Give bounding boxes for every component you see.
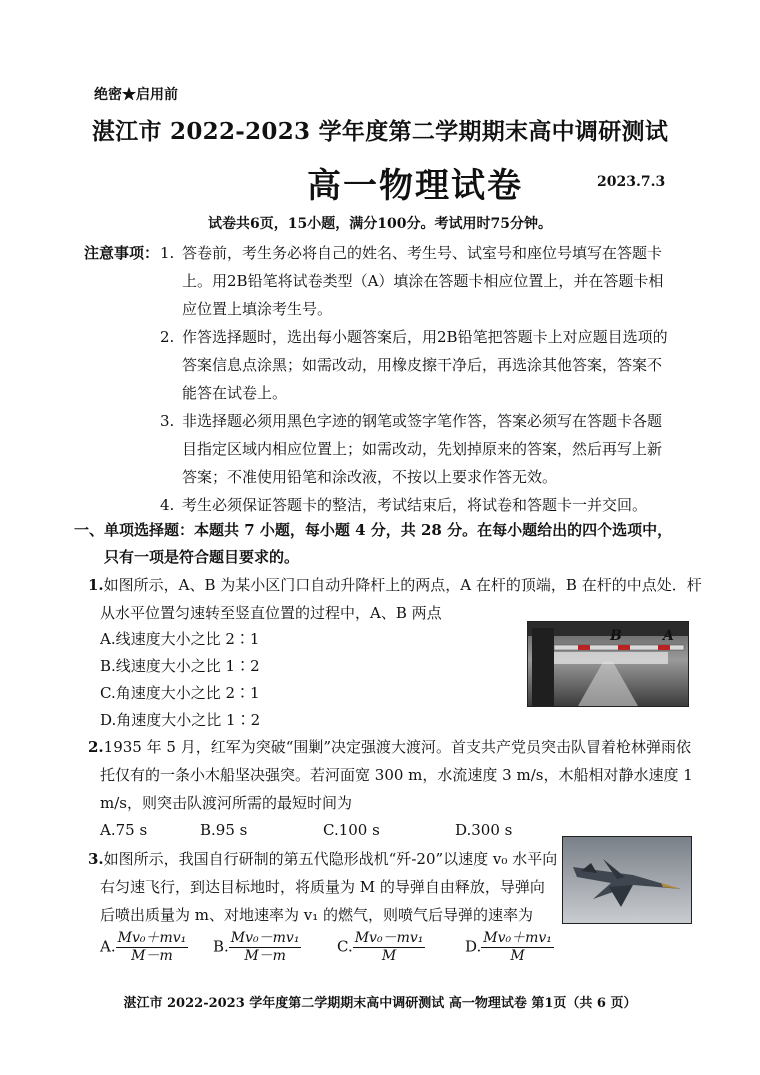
question-text: 托仅有的一条小木船坚决强突。若河面宽 300 m，水流速度 3 m/s，木船相对静水速度 1 <box>100 766 693 784</box>
q3-option-a <box>100 930 188 965</box>
question-number: 3. <box>88 850 104 868</box>
notice-item-3 <box>160 407 680 491</box>
q3-option-b <box>213 930 301 965</box>
notice-item-1 <box>160 239 680 323</box>
fraction <box>116 930 189 965</box>
confidential-mark: 绝密★启用前 <box>94 87 178 103</box>
denominator: M－m <box>244 948 286 964</box>
question-text: 如图所示，我国自行研制的第五代隐形战机“歼-20”以速度 v₀ 水平向 <box>103 850 558 868</box>
j20-fighter-photo <box>562 836 692 924</box>
q3-option-d <box>465 930 554 965</box>
notice-line: 作答选择题时，选出每小题答案后，用2B铅笔把答题卡上对应题目选项的 <box>182 328 668 346</box>
notice-line: 能答在试卷上。 <box>182 384 288 402</box>
fraction <box>353 930 426 965</box>
question-text: 右匀速飞行，到达目标地时，将质量为 M 的导弹自由释放，导弹向 <box>100 878 545 896</box>
question-3 <box>88 845 557 929</box>
numerator: Mv₀＋mv₁ <box>483 930 552 946</box>
fighter-jet-illustration <box>563 837 691 923</box>
notice-label: 注意事项： <box>84 244 160 262</box>
option-label: B. <box>213 937 229 956</box>
q1-option-c: C.角速度大小之比 2∶1 <box>100 684 260 702</box>
question-number: 2. <box>88 738 104 756</box>
notice-num: 4. <box>160 496 175 514</box>
q3-option-c <box>337 930 425 965</box>
exam-info: 试卷共6页，15小题，满分100分。考试用时75分钟。 <box>208 216 552 232</box>
fraction <box>229 930 302 965</box>
numerator: Mv₀－mv₁ <box>230 930 300 946</box>
notice-item-4 <box>160 491 680 519</box>
question-text: 如图所示，A、B 为某小区门口自动升降杆上的两点，A 在杆的顶端，B 在杆的中点处．杆 <box>103 576 702 594</box>
page-footer: 湛江市 2022-2023 学年度第二学期期末高中调研测试 高一物理试卷 第1页（共 6 页） <box>123 996 637 1011</box>
q2-option-d: D.300 s <box>455 821 513 839</box>
q2-option-b: B.95 s <box>200 821 248 839</box>
question-text: 1935 年 5 月，红军为突破“围剿”决定强渡大渡河。首支共产党员突击队冒着枪林弹雨依 <box>103 738 692 756</box>
q1-option-a: A.线速度大小之比 2∶1 <box>100 630 260 648</box>
notice-line: 应位置上填涂考生号。 <box>182 300 333 318</box>
question-2 <box>88 733 693 817</box>
numerator: Mv₀＋mv₁ <box>117 930 187 946</box>
exam-date: 2023.7.3 <box>597 174 666 190</box>
denominator: M－m <box>131 948 173 964</box>
question-text: m/s，则突击队渡河所需的最短时间为 <box>100 794 352 812</box>
notice-line: 答卷前，考生务必将自己的姓名、考生号、试室号和座位号填写在答题卡 <box>182 244 663 262</box>
section-heading-cont: 只有一项是符合题目要求的。 <box>104 548 300 566</box>
option-label: A. <box>100 937 116 956</box>
notice-line: 考生必须保证答题卡的整洁，考试结束后，将试卷和答题卡一并交回。 <box>182 496 648 514</box>
section-heading: 一、单项选择题：本题共 7 小题，每小题 4 分，共 28 分。在每小题给出的四个选项中， <box>74 521 673 539</box>
option-label: D. <box>465 937 482 956</box>
notice-item-2 <box>160 323 680 407</box>
notice-line: 答案；不准使用铅笔和涂改液，不按以上要求作答无效。 <box>182 468 558 486</box>
numerator: Mv₀－mv₁ <box>354 930 424 946</box>
question-1 <box>88 571 702 627</box>
question-text: 后喷出质量为 m、对地速率为 v₁ 的燃气，则喷气后导弹的速率为 <box>100 906 534 924</box>
question-number: 1. <box>88 576 104 594</box>
denominator: M <box>510 948 525 964</box>
paper-title: 高一物理试卷 <box>307 166 523 206</box>
point-a-label: A <box>663 628 674 644</box>
q2-option-c: C.100 s <box>323 821 380 839</box>
notice-line: 答案信息点涂黑；如需改动，用橡皮擦干净后，再选涂其他答案，答案不 <box>182 356 663 374</box>
notice-num: 1. <box>160 244 175 262</box>
notice-num: 3. <box>160 412 175 430</box>
notice-line: 上。用2B铅笔将试卷类型（A）填涂在答题卡相应位置上，并在答题卡相 <box>182 272 664 290</box>
denominator: M <box>381 948 397 964</box>
q2-option-a: A.75 s <box>100 821 148 839</box>
q1-option-d: D.角速度大小之比 1∶2 <box>100 711 261 729</box>
point-b-label: B <box>610 628 622 644</box>
option-label: C. <box>337 937 353 956</box>
fraction <box>481 930 554 965</box>
notice-line: 非选择题必须用黑色字迹的钢笔或签字笔作答，答案必须写在答题卡各题 <box>182 412 663 430</box>
notice-num: 2. <box>160 328 175 346</box>
exam-title: 湛江市 2022-2023 学年度第二学期期末高中调研测试 <box>91 118 669 145</box>
notice-line: 目指定区域内相应位置上；如需改动，先划掉原来的答案，然后再写上新 <box>182 440 663 458</box>
q1-option-b: B.线速度大小之比 1∶2 <box>100 657 260 675</box>
question-text: 从水平位置匀速转至竖直位置的过程中，A、B 两点 <box>100 604 442 622</box>
barrier-gate-photo <box>527 621 689 707</box>
